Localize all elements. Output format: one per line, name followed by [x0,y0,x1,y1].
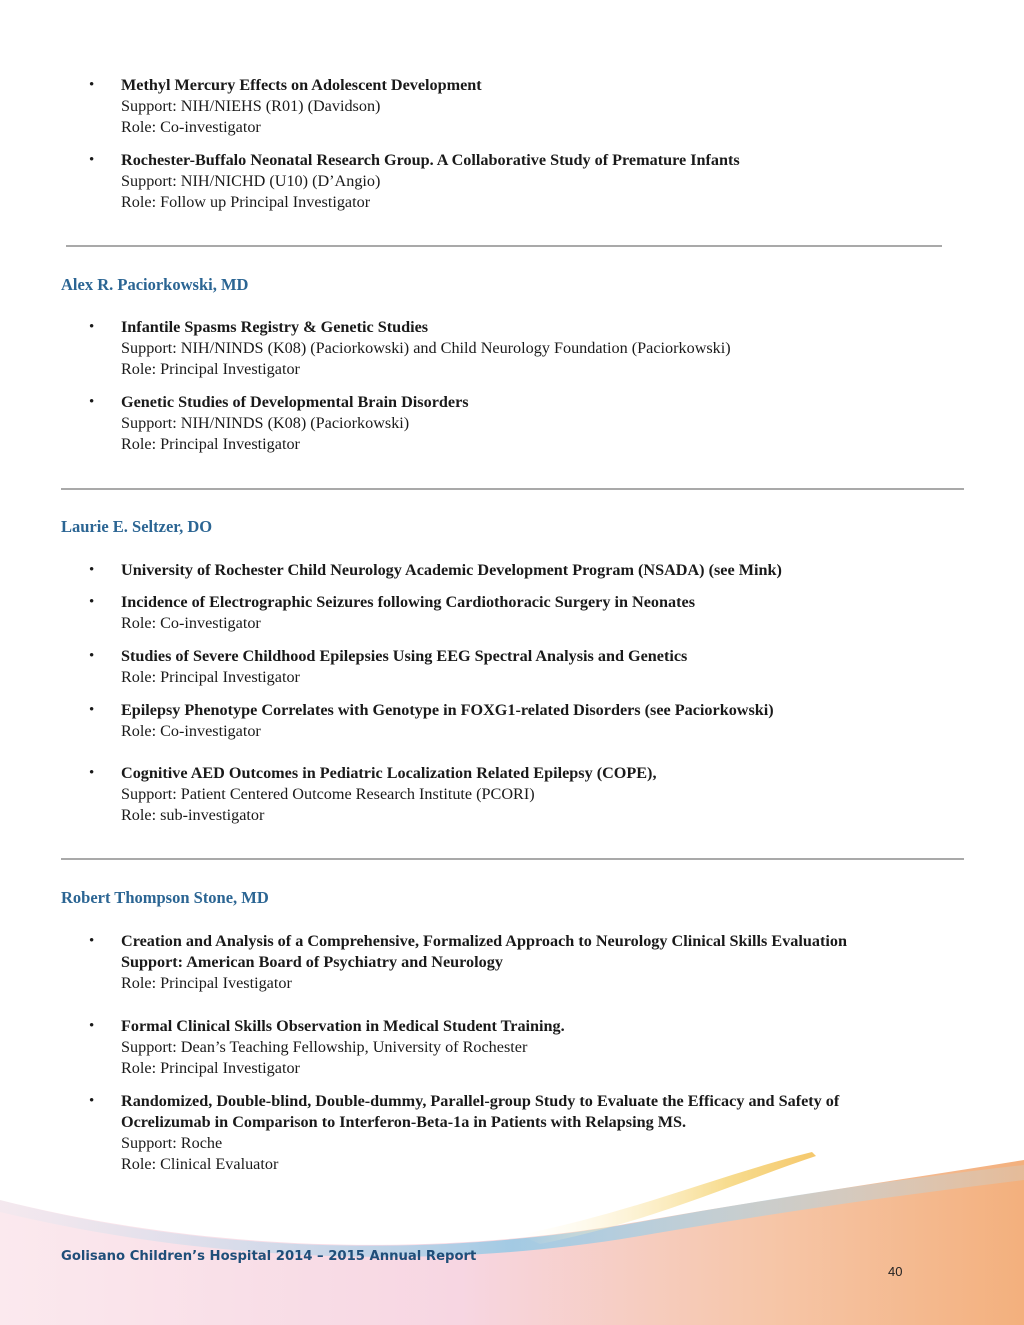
item-role: Role: Principal Investigator [121,668,300,686]
item-title-cont: Support: American Board of Psychiatry and Neurology [121,953,503,971]
item-role: Role: Clinical Evaluator [121,1155,279,1173]
item-title: Methyl Mercury Effects on Adolescent Development [121,76,482,94]
item-title: Randomized, Double-blind, Double-dummy, Parallel-group Study to Evaluate the Efficacy and Safety of [121,1092,840,1110]
item-title: Rochester-Buffalo Neonatal Research Group. A Collaborative Study of Premature Infants [121,151,740,169]
list-item [89,700,1001,742]
item-support: Support: NIH/NINDS (K08) (Paciorkowski) [121,414,410,432]
section-heading: Laurie E. Seltzer, DO [61,517,213,536]
item-title: Formal Clinical Skills Observation in Medical Student Training. [121,1017,565,1035]
list-item [89,931,1001,994]
bullet: • [89,562,95,578]
item-title: University of Rochester Child Neurology Academic Development Program (NSADA) (see Mink) [121,561,782,579]
item-role: Role: Principal Investigator [121,1059,300,1077]
list-item [89,763,1001,826]
list-item [89,1091,1001,1175]
list-item [89,592,1001,634]
section-heading: Alex R. Paciorkowski, MD [61,275,249,294]
bullet: • [89,152,95,168]
section-divider [61,858,964,860]
bullet: • [89,702,95,718]
list-item [89,75,1001,138]
item-title: Creation and Analysis of a Comprehensive, Formalized Approach to Neurology Clinical Skills Evaluation [121,932,847,950]
bullet: • [89,765,95,781]
item-role: Role: Principal Investigator [121,360,300,378]
section-heading: Robert Thompson Stone, MD [61,888,269,907]
item-role: Role: Principal Investigator [121,435,300,453]
list-item [89,392,1001,455]
bullet: • [89,319,95,335]
bullet: • [89,933,95,949]
item-title: Genetic Studies of Developmental Brain Disorders [121,393,469,411]
list-item [89,560,1001,581]
item-support: Support: NIH/NINDS (K08) (Paciorkowski) and Child Neurology Foundation (Paciorkowski) [121,339,731,357]
item-role: Role: Principal Ivestigator [121,974,292,992]
page-number: 40 [888,1264,903,1279]
bullet: • [89,77,95,93]
item-role: Role: Follow up Principal Investigator [121,193,371,211]
item-title-cont: Ocrelizumab in Comparison to Interferon-Beta-1a in Patients with Relapsing MS. [121,1113,687,1131]
list-item [89,150,1001,213]
list-item [89,1016,1001,1079]
item-title: Infantile Spasms Registry & Genetic Studies [121,318,429,336]
list-item [89,646,1001,688]
bullet: • [89,394,95,410]
bullet: • [89,594,95,610]
item-title: Incidence of Electrographic Seizures following Cardiothoracic Surgery in Neonates [121,593,695,611]
item-role: Role: Co-investigator [121,614,261,632]
item-support: Support: NIH/NICHD (U10) (D’Angio) [121,172,381,190]
bullet: • [89,1093,95,1109]
bullet: • [89,648,95,664]
item-role: Role: sub-investigator [121,806,265,824]
item-support: Support: Dean’s Teaching Fellowship, University of Rochester [121,1038,528,1056]
item-support: Support: NIH/NIEHS (R01) (Davidson) [121,97,381,115]
item-title: Cognitive AED Outcomes in Pediatric Localization Related Epilepsy (COPE), [121,764,657,782]
item-role: Role: Co-investigator [121,118,261,136]
section-divider [66,245,942,247]
item-title: Epilepsy Phenotype Correlates with Genotype in FOXG1-related Disorders (see Paciorkowski) [121,701,774,719]
section-divider [61,488,964,490]
item-title: Studies of Severe Childhood Epilepsies Using EEG Spectral Analysis and Genetics [121,647,688,665]
item-support: Support: Patient Centered Outcome Research Institute (PCORI) [121,785,535,803]
footer-report-title: Golisano Children’s Hospital 2014 – 2015 Annual Report [61,1249,477,1264]
item-support: Support: Roche [121,1134,223,1152]
bullet: • [89,1018,95,1034]
list-item [89,317,1001,380]
item-role: Role: Co-investigator [121,722,261,740]
